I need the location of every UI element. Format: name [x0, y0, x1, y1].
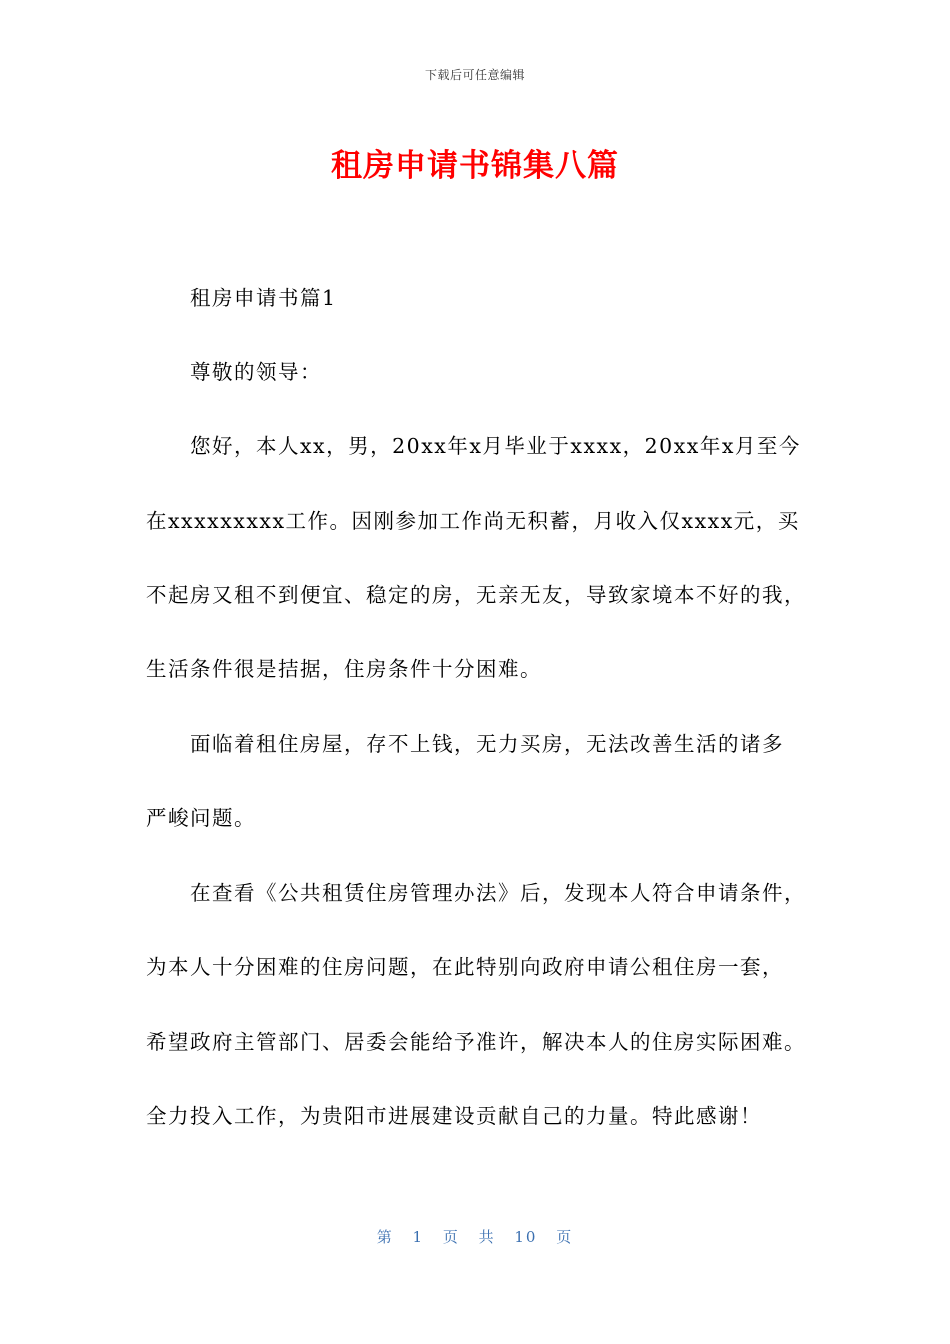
- page-footer: 第 1 页 共 10 页: [376, 1228, 574, 1246]
- header-note: 下载后可任意编辑: [424, 68, 525, 82]
- body-line: 在查看《公共租赁住房管理办法》后，发现本人符合申请条件，: [190, 881, 806, 905]
- body-line: 不起房又租不到便宜、稳定的房，无亲无友，导致家境本不好的我，: [146, 583, 806, 607]
- body-line: 面临着租住房屋，存不上钱，无力买房，无法改善生活的诸多: [190, 732, 784, 756]
- body-line: 为本人十分困难的住房问题，在此特别向政府申请公租住房一套，: [146, 955, 784, 979]
- body-line: 希望政府主管部门、居委会能给予准许，解决本人的住房实际困难。: [146, 1030, 806, 1054]
- section-heading: 租房申请书篇1: [190, 286, 337, 310]
- body-line: 全力投入工作，为贵阳市进展建设贡献自己的力量。特此感谢！: [146, 1104, 762, 1128]
- body-line: 您好，本人xx，男，20xx年x月毕业于xxxx，20xx年x月至今: [190, 434, 801, 458]
- body-line: 严峻问题。: [146, 806, 256, 830]
- salutation: 尊敬的领导：: [190, 360, 322, 384]
- document-title: 租房申请书锦集八篇: [331, 148, 619, 184]
- body-line: 在xxxxxxxxx工作。因刚参加工作尚无积蓄，月收入仅xxxx元，买: [146, 509, 800, 533]
- body-line: 生活条件很是拮据，住房条件十分困难。: [146, 657, 542, 681]
